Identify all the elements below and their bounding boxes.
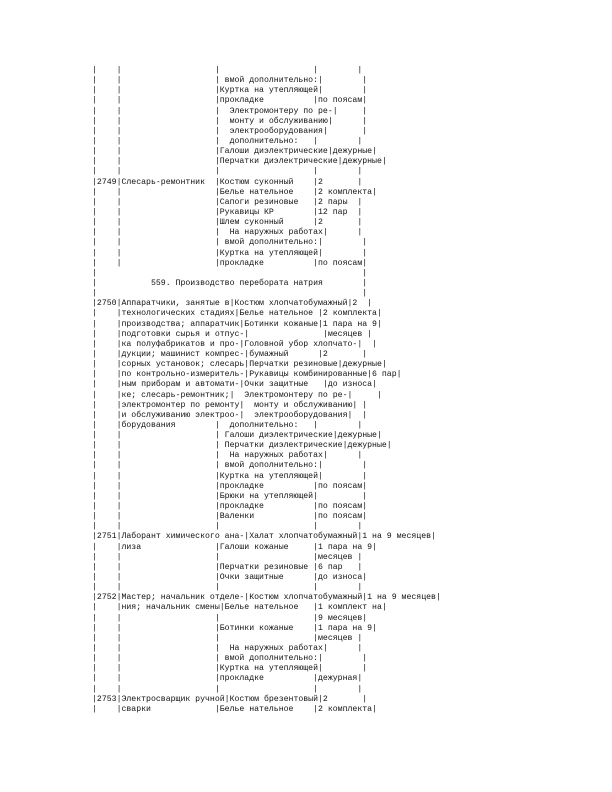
text-line: | |лиза |Галоши кожаные |1 пара на 9| — [92, 542, 377, 552]
text-line: | | |Куртка на утепляющей| | — [92, 86, 368, 96]
text-line: |2749|Слесарь-ремонтник |Костюм суконный |2 | — [92, 177, 363, 187]
text-line: | | |Очки защитные |до износа| — [92, 573, 368, 583]
text-line: | | | | | — [92, 583, 363, 593]
text-line: | |сварки |Белье нательное |2 комплекта| — [92, 704, 377, 714]
text-line: | | |прокладке |по поясам| — [92, 481, 368, 491]
text-line: | | |Валенки |по поясам| — [92, 512, 368, 522]
text-line: | 559. Производство перебората натрия | — [92, 278, 368, 288]
text-line: | | | вмой дополнительно:| | — [92, 654, 368, 664]
text-line: | | |Перчатки диэлектрические|дежурные| — [92, 157, 387, 167]
text-line: | | | | | — [92, 66, 363, 75]
text-line: | | | | | — [92, 684, 363, 694]
text-line: | |сорных установок; слесарь|Перчатки резиновые|дежурные| — [92, 360, 387, 370]
text-line: | |производства; аппаратчик|Ботинки кожаные|1 пара на 9| — [92, 319, 382, 329]
text-line: | |дукции; машинист компрес-|бумажный |2 | — [92, 349, 368, 359]
text-line: | | | | | — [92, 167, 363, 177]
text-line: |2753|Электросварщик ручной|Костюм брезентовый|2 | — [92, 694, 368, 704]
text-line: | |ния; начальник смены|Белье нательное |1 комплект на| — [92, 603, 387, 613]
text-line: | | |Сапоги резиновые |2 пары | — [92, 197, 363, 207]
text-line: | | |прокладке |по поясам| — [92, 502, 368, 512]
text-line: | | |Куртка на утепляющей| | — [92, 471, 368, 481]
text-line: | | | | | — [92, 522, 363, 532]
text-line: | |подготовки сырья и отпус-| |месяцев | — [92, 329, 373, 339]
document-page — [92, 66, 441, 715]
text-line: | |борудования | дополнительно: | | — [92, 420, 363, 430]
text-line: | |по контрольно-измеритель-|Рукавицы комбинированные|6 пар| — [92, 370, 402, 380]
text-line: | |ка полуфабрикатов и про-|Головной убор хлопчато-| | — [92, 339, 377, 349]
text-line: | | | электрооборудования| | — [92, 126, 368, 136]
text-line: | | | Перчатки диэлектрические|дежурные| — [92, 441, 392, 451]
text-line: | | |прокладке |по поясам| — [92, 258, 368, 268]
text-line: | | |прокладке |дежурная| — [92, 674, 363, 684]
text-line: | | — [92, 289, 368, 299]
text-line: | | |Рукавицы КР |12 пар | — [92, 207, 363, 217]
text-line: | | | вмой дополнительно:| | — [92, 76, 368, 86]
text-line: | | | Галоши диэлектрические|дежурные| — [92, 431, 382, 441]
text-line: | | |Шлем суконный |2 | — [92, 218, 363, 228]
text-line: |2752|Мастер; начальник отделе-|Костюм хлопчатобумажный|1 на 9 месяцев| — [92, 593, 441, 603]
text-line: | | |Белье нательное |2 комплекта| — [92, 187, 377, 197]
text-line: | | | На наружных работах| | — [92, 451, 363, 461]
text-line: | | |Перчатки резиновые |6 пар | — [92, 562, 363, 572]
text-line: | | |прокладке |по поясам| — [92, 96, 368, 106]
text-line: | | | |месяцев | — [92, 552, 363, 562]
text-line: | |и обслуживанию электроо-| электрооборудования| | — [92, 410, 368, 420]
text-line: | | | дополнительно: | | — [92, 136, 363, 146]
text-line: | | |Галоши диэлектрические|дежурные| — [92, 147, 377, 157]
text-line: | |ным приборам и автомати-|Очки защитные |до износа| — [92, 380, 377, 390]
text-line: | | | вмой дополнительно:| | — [92, 461, 368, 471]
text-line: | | |Брюки на утепляющей| | — [92, 491, 368, 501]
text-line: | | | На наружных работах| | — [92, 644, 363, 654]
text-line: | |ке; слесарь-ремонтник;| Электромонтеру по ре-| | — [92, 390, 382, 400]
text-line: | |электромонтер по ремонту| монту и обслуживанию| | — [92, 400, 368, 410]
text-line: | | | монту и обслуживанию| | — [92, 116, 368, 126]
text-line: | | | Электромонтеру по ре-| | — [92, 106, 368, 116]
text-line: |2751|Лаборант химического ана-|Халат хлопчатобумажный|1 на 9 месяцев| — [92, 532, 436, 542]
text-line: | | | |9 месяцев| — [92, 613, 368, 623]
text-line: | | |Куртка на утепляющей| | — [92, 248, 368, 258]
text-line: | | |Ботинки кожаные |1 пара на 9| — [92, 623, 377, 633]
text-line: | | | На наружных работах| | — [92, 228, 363, 238]
text-line: | | — [92, 268, 368, 278]
text-line: |2750|Аппаратчики, занятые в|Костюм хлопчатобумажный|2 | — [92, 299, 373, 309]
text-line: | |технологических стадиях|Белье нательное |2 комплекта| — [92, 309, 382, 319]
text-line: | | | вмой дополнительно:| | — [92, 238, 368, 248]
text-line: | | | |месяцев | — [92, 633, 363, 643]
text-line: | | |Куртка на утепляющей| | — [92, 664, 368, 674]
